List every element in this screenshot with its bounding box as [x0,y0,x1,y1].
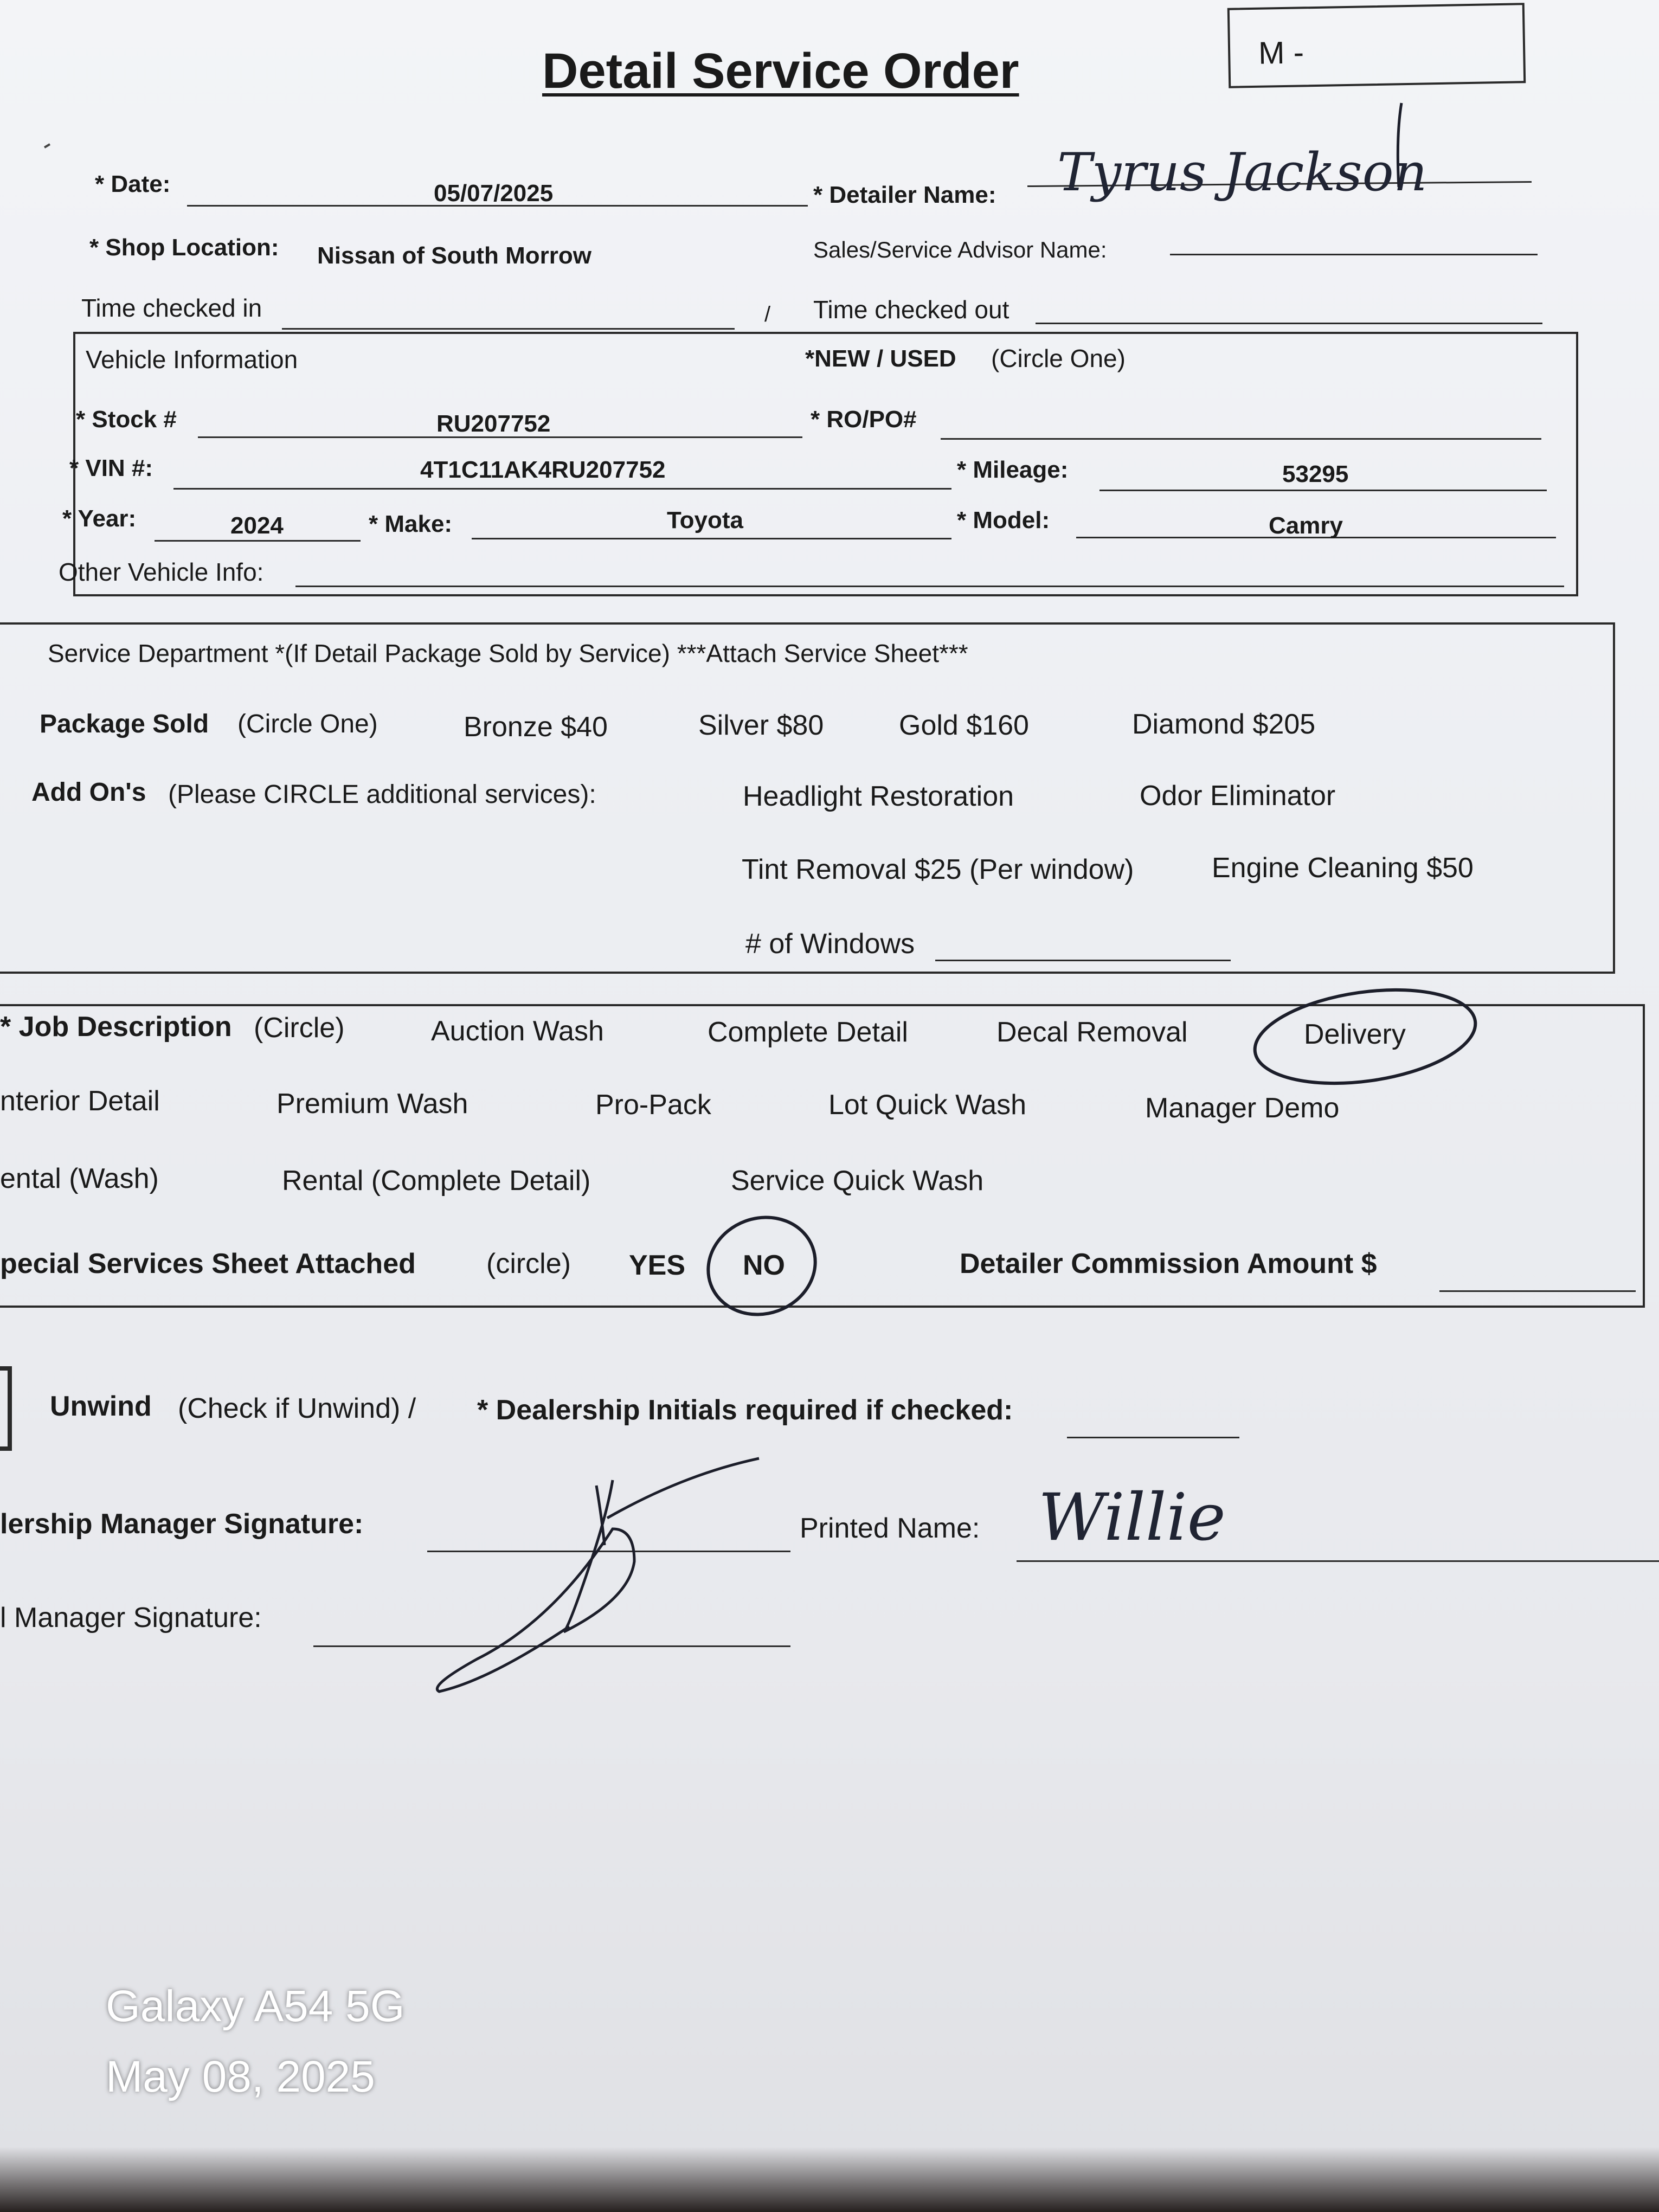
dealership-initials-label: * Dealership Initials required if checked: [477,1394,1013,1426]
mileage-label: * Mileage: [957,456,1069,483]
unwind-label: Unwind [50,1391,152,1422]
package-diamond[interactable]: Diamond $205 [1132,709,1316,740]
shop-location-value: Nissan of South Morrow [317,242,591,269]
job-delivery[interactable]: Delivery [1304,1019,1406,1050]
job-manager-demo[interactable]: Manager Demo [1145,1092,1340,1124]
job-lot-quick-wash[interactable]: Lot Quick Wash [828,1089,1027,1121]
service-header: Service Department *(If Detail Package Sold by Service) ***Attach Service Sheet*** [48,639,968,667]
year-label: * Year: [62,505,137,532]
addons-label: Add On's [31,778,146,807]
printed-name-label: Printed Name: [800,1513,980,1544]
unwind-hint: (Check if Unwind) / [178,1393,416,1424]
model-value: Camry [1269,512,1343,539]
stock-label: * Stock # [76,406,177,433]
printed-name-value: Willie [1038,1480,1226,1555]
vin-value: 4T1C11AK4RU207752 [420,456,666,483]
form-title: Detail Service Order [542,43,1019,99]
stock-value: RU207752 [436,410,551,437]
manager-signature-label: lership Manager Signature: [0,1508,364,1540]
addons-hint: (Please CIRCLE additional services): [168,780,596,809]
job-interior-detail[interactable]: nterior Detail [0,1085,160,1117]
date-label: * Date: [95,171,171,197]
package-bronze[interactable]: Bronze $40 [464,711,608,743]
job-decal-removal[interactable]: Decal Removal [996,1017,1188,1048]
time-slash: / [764,303,771,326]
addon-odor-eliminator[interactable]: Odor Eliminator [1140,780,1336,812]
detailer-label: * Detailer Name: [813,182,996,208]
vin-label: * VIN #: [69,455,153,481]
delivery-circle-mark [1249,977,1482,1096]
package-silver[interactable]: Silver $80 [698,710,824,741]
date-value: 05/07/2025 [434,180,554,207]
time-out-label: Time checked out [813,295,1009,324]
addon-headlight-restoration[interactable]: Headlight Restoration [743,781,1014,812]
job-description-label: * Job Description [0,1011,232,1043]
addon-tint-removal[interactable]: Tint Removal $25 (Per window) [742,854,1134,885]
special-no-option[interactable]: NO [743,1250,785,1281]
make-value: Toyota [667,507,743,533]
m-box-label: M - [1258,35,1304,71]
advisor-label: Sales/Service Advisor Name: [813,237,1107,262]
special-services-label: pecial Services Sheet Attached [0,1248,416,1279]
no-circle-mark [695,1203,829,1329]
new-used-label: *NEW / USED [805,345,956,372]
windows-label: # of Windows [745,928,915,960]
package-sold-label: Package Sold [40,710,209,738]
package-sold-hint: (Circle One) [237,710,378,738]
job-auction-wash[interactable]: Auction Wash [431,1015,604,1047]
device-stamp: Galaxy A54 5G [106,1982,405,2031]
date-stamp: May 08, 2025 [106,2052,375,2101]
job-service-quick-wash[interactable]: Service Quick Wash [731,1165,984,1197]
detailer-signature-flourish [1398,103,1401,187]
job-rental-wash[interactable]: ental (Wash) [0,1163,159,1194]
shop-location-label: * Shop Location: [89,234,279,261]
detailer-signature-value: Tyrus Jackson [1057,142,1427,203]
commission-label: Detailer Commission Amount $ [960,1248,1377,1279]
job-premium-wash[interactable]: Premium Wash [276,1088,468,1120]
year-value: 2024 [230,512,284,539]
addon-engine-cleaning[interactable]: Engine Cleaning $50 [1212,852,1474,884]
package-gold[interactable]: Gold $160 [899,710,1029,741]
time-in-label: Time checked in [81,294,262,322]
ropo-label: * RO/PO# [811,406,917,433]
gm-signature-label: l Manager Signature: [0,1602,262,1634]
top-left-tick-mark [44,144,50,147]
mileage-value: 53295 [1282,461,1349,487]
model-label: * Model: [957,507,1050,533]
other-vehicle-label: Other Vehicle Info: [59,558,264,586]
job-rental-complete-detail[interactable]: Rental (Complete Detail) [282,1165,591,1197]
manager-signature-mark [437,1458,759,1692]
special-yes-option[interactable]: YES [629,1250,686,1281]
job-description-hint: (Circle) [254,1012,345,1044]
job-pro-pack[interactable]: Pro-Pack [595,1089,711,1121]
make-label: * Make: [369,511,453,537]
new-used-hint: (Circle One) [991,344,1126,372]
job-complete-detail[interactable]: Complete Detail [708,1017,908,1048]
special-services-hint: (circle) [486,1248,571,1279]
vehicle-info-header: Vehicle Information [86,345,298,374]
